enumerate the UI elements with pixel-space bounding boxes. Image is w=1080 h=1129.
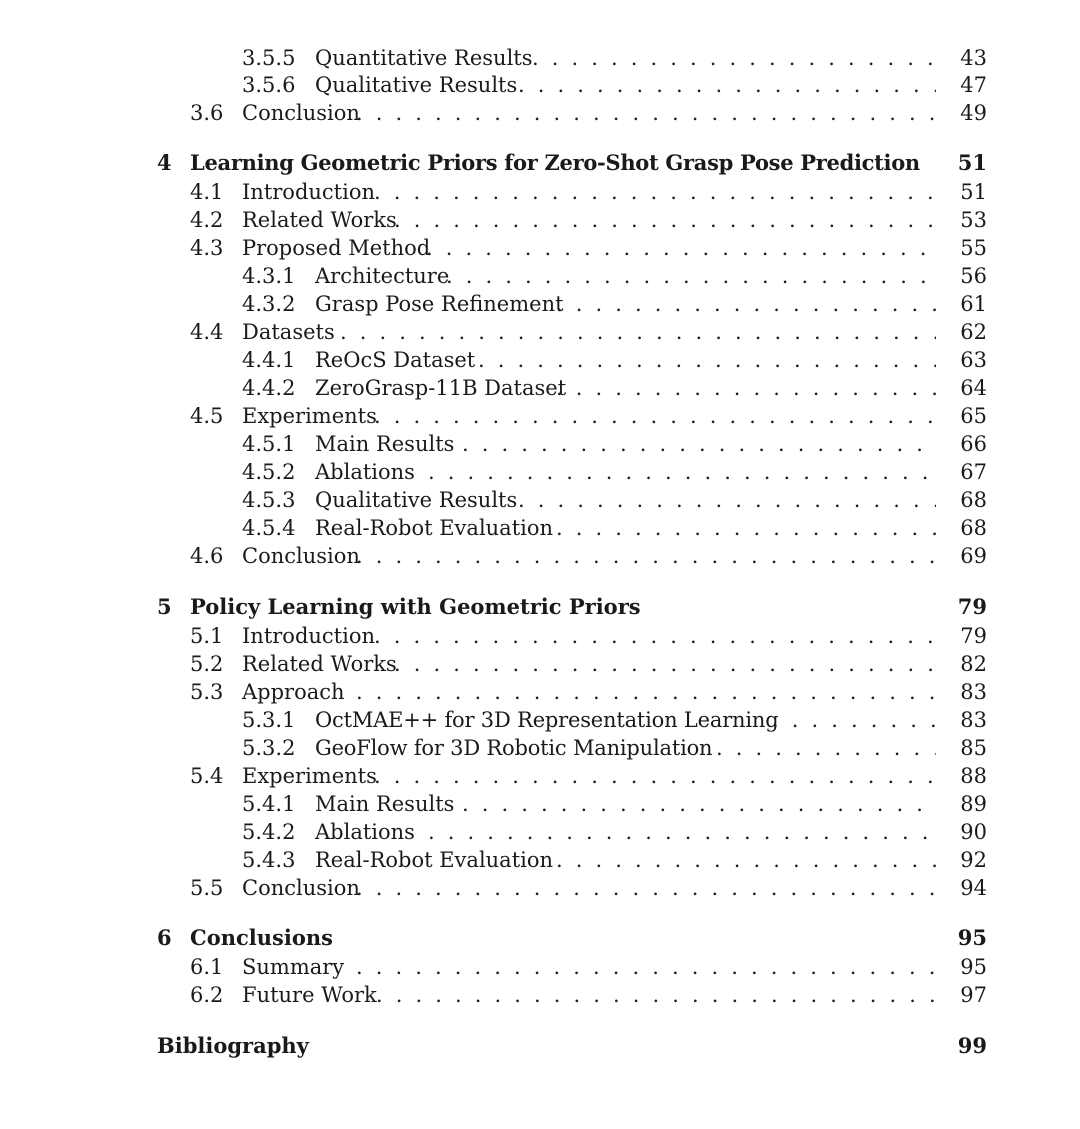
toc-number: 5.3.2 <box>242 736 296 760</box>
toc-number: 5.4.2 <box>242 820 296 844</box>
toc-entry[interactable] <box>0 234 1080 262</box>
dot-leader <box>356 874 936 902</box>
toc-entry[interactable] <box>0 818 1080 846</box>
dot-leader <box>556 374 936 402</box>
toc-entry[interactable] <box>0 44 1080 72</box>
dot-leader <box>518 486 936 514</box>
toc-page-number: 62 <box>960 320 987 344</box>
toc-page-number: 95 <box>960 955 987 979</box>
toc-entry[interactable] <box>0 514 1080 542</box>
toc-entry[interactable] <box>0 374 1080 402</box>
chapter-title: Conclusions <box>190 925 333 950</box>
toc-page-number: 83 <box>960 680 987 704</box>
toc-entry[interactable] <box>0 622 1080 650</box>
toc-number: 5.4.1 <box>242 792 296 816</box>
toc-title: Conclusion <box>242 876 360 900</box>
toc-bibliography-entry[interactable] <box>0 1032 1080 1060</box>
toc-page-number: 88 <box>960 764 987 788</box>
toc-title: Introduction <box>242 624 375 648</box>
dot-leader <box>374 178 936 206</box>
toc-page-number: 99 <box>957 1033 987 1058</box>
toc-title: ReOcS Dataset <box>315 348 476 372</box>
toc-page-number: 68 <box>960 488 987 512</box>
toc-title: Summary <box>242 955 345 979</box>
toc-page-number: 61 <box>960 292 987 316</box>
dot-leader <box>376 981 936 1009</box>
dot-leader <box>556 846 936 874</box>
toc-entry[interactable] <box>0 790 1080 818</box>
chapter-number: 5 <box>157 594 172 619</box>
dot-leader <box>374 402 936 430</box>
chapter-title: Policy Learning with Geometric Priors <box>190 594 641 619</box>
toc-page-number: 49 <box>960 101 987 125</box>
toc-number: 5.5 <box>190 876 224 900</box>
dot-leader <box>426 234 936 262</box>
toc-page-number: 55 <box>960 236 987 260</box>
toc-entry[interactable] <box>0 874 1080 902</box>
toc-title: Qualitative Results <box>315 73 518 97</box>
toc-number: 4.3.1 <box>242 264 296 288</box>
dot-leader <box>340 318 936 346</box>
toc-title: Grasp Pose Refinement <box>315 292 564 316</box>
toc-number: 6.1 <box>190 955 224 979</box>
toc-entry[interactable] <box>0 953 1080 981</box>
toc-number: 4.5.3 <box>242 488 296 512</box>
toc-entry[interactable] <box>0 678 1080 706</box>
toc-entry[interactable] <box>0 981 1080 1009</box>
toc-number: 5.4 <box>190 764 224 788</box>
toc-number: 4.4.2 <box>242 376 296 400</box>
toc-entry[interactable] <box>0 99 1080 127</box>
toc-title: Main Results <box>315 432 455 456</box>
toc-page-number: 67 <box>960 460 987 484</box>
toc-page-number: 47 <box>960 73 987 97</box>
toc-number: 4.6 <box>190 544 224 568</box>
toc-number: 3.5.5 <box>242 46 296 70</box>
toc-page-number: 68 <box>960 516 987 540</box>
toc-title: GeoFlow for 3D Robotic Manipulation <box>315 736 713 760</box>
dot-leader <box>394 206 936 234</box>
toc-entry[interactable] <box>0 262 1080 290</box>
dot-leader <box>556 290 936 318</box>
toc-entry[interactable] <box>0 846 1080 874</box>
toc-page-number: 90 <box>960 820 987 844</box>
toc-number: 5.3.1 <box>242 708 296 732</box>
toc-entry[interactable] <box>0 402 1080 430</box>
chapter-number: 6 <box>157 925 172 950</box>
toc-page-number: 95 <box>957 925 987 950</box>
dot-leader <box>772 706 936 734</box>
toc-entry[interactable] <box>0 706 1080 734</box>
toc-page-number: 83 <box>960 708 987 732</box>
toc-page-number: 97 <box>960 983 987 1007</box>
toc-page-number: 85 <box>960 736 987 760</box>
dot-leader <box>356 542 936 570</box>
toc-chapter-entry[interactable] <box>0 593 1080 621</box>
toc-number: 4.4.1 <box>242 348 296 372</box>
toc-number: 5.2 <box>190 652 224 676</box>
dot-leader <box>556 514 936 542</box>
toc-title: ZeroGrasp-11B Dataset <box>315 376 567 400</box>
toc-title: Related Works <box>242 208 397 232</box>
toc-entry[interactable] <box>0 734 1080 762</box>
toc-title: Ablations <box>315 820 415 844</box>
toc-title: Datasets <box>242 320 335 344</box>
toc-page-number: 79 <box>957 594 987 619</box>
toc-number: 4.3.2 <box>242 292 296 316</box>
toc-title: Experiments <box>242 764 377 788</box>
toc-entry[interactable] <box>0 430 1080 458</box>
toc-page-number: 66 <box>960 432 987 456</box>
toc-number: 4.3 <box>190 236 224 260</box>
dot-leader <box>356 99 936 127</box>
toc-number: 4.5 <box>190 404 224 428</box>
toc-page-number: 82 <box>960 652 987 676</box>
toc-entry[interactable] <box>0 486 1080 514</box>
toc-page-number: 94 <box>960 876 987 900</box>
toc-page-number: 64 <box>960 376 987 400</box>
toc-number: 4.2 <box>190 208 224 232</box>
toc-number: 3.5.6 <box>242 73 296 97</box>
dot-leader <box>428 818 936 846</box>
toc-title: Introduction <box>242 180 375 204</box>
chapter-number: 4 <box>157 150 172 175</box>
toc-entry[interactable] <box>0 71 1080 99</box>
toc-chapter-entry[interactable] <box>0 924 1080 952</box>
dot-leader <box>374 762 936 790</box>
toc-entry[interactable] <box>0 206 1080 234</box>
bibliography-title: Bibliography <box>157 1033 309 1058</box>
dot-leader <box>518 71 936 99</box>
toc-title: Approach <box>242 680 345 704</box>
toc-page-number: 63 <box>960 348 987 372</box>
dot-leader <box>532 44 936 72</box>
dot-leader <box>462 430 936 458</box>
chapter-title: Learning Geometric Priors for Zero-Shot Grasp Pose Prediction <box>190 150 920 175</box>
toc-title: Ablations <box>315 460 415 484</box>
toc-entry[interactable] <box>0 458 1080 486</box>
toc-title: Future Work <box>242 983 377 1007</box>
toc-number: 4.5.1 <box>242 432 296 456</box>
toc-title: Related Works <box>242 652 397 676</box>
toc-page-number: 79 <box>960 624 987 648</box>
toc-number: 6.2 <box>190 983 224 1007</box>
toc-title: Qualitative Results <box>315 488 518 512</box>
toc-entry[interactable] <box>0 346 1080 374</box>
toc-page-number: 51 <box>957 150 987 175</box>
dot-leader <box>356 678 936 706</box>
dot-leader <box>374 622 936 650</box>
toc-chapter-entry[interactable] <box>0 149 1080 177</box>
toc-page-number: 65 <box>960 404 987 428</box>
toc-number: 5.3 <box>190 680 224 704</box>
toc-entry[interactable] <box>0 542 1080 570</box>
toc-number: 4.1 <box>190 180 224 204</box>
toc-title: Proposed Method <box>242 236 431 260</box>
toc-number: 4.4 <box>190 320 224 344</box>
toc-page-number: 53 <box>960 208 987 232</box>
toc-title: Architecture <box>315 264 450 288</box>
toc-entry[interactable] <box>0 178 1080 206</box>
toc-entry[interactable] <box>0 290 1080 318</box>
toc-number: 4.5.2 <box>242 460 296 484</box>
toc-entry[interactable] <box>0 762 1080 790</box>
dot-leader <box>394 650 936 678</box>
toc-number: 5.4.3 <box>242 848 296 872</box>
toc-title: Real-Robot Evaluation <box>315 516 554 540</box>
toc-page-number: 69 <box>960 544 987 568</box>
toc-page-number: 56 <box>960 264 987 288</box>
toc-title: Real-Robot Evaluation <box>315 848 554 872</box>
toc-number: 4.5.4 <box>242 516 296 540</box>
toc-page-number: 89 <box>960 792 987 816</box>
toc-title: OctMAE++ for 3D Representation Learning <box>315 708 779 732</box>
toc-page-number: 51 <box>960 180 987 204</box>
toc-page-number: 92 <box>960 848 987 872</box>
toc-entry[interactable] <box>0 650 1080 678</box>
dot-leader <box>716 734 936 762</box>
toc-title: Conclusion <box>242 544 360 568</box>
toc-title: Main Results <box>315 792 455 816</box>
toc-title: Experiments <box>242 404 377 428</box>
toc-entry[interactable] <box>0 318 1080 346</box>
dot-leader <box>428 458 936 486</box>
toc-title: Quantitative Results <box>315 46 533 70</box>
toc-number: 5.1 <box>190 624 224 648</box>
dot-leader <box>478 346 936 374</box>
toc-title: Conclusion <box>242 101 360 125</box>
dot-leader <box>356 953 936 981</box>
toc-number: 3.6 <box>190 101 224 125</box>
dot-leader <box>446 262 936 290</box>
dot-leader <box>462 790 936 818</box>
toc-page-number: 43 <box>960 46 987 70</box>
